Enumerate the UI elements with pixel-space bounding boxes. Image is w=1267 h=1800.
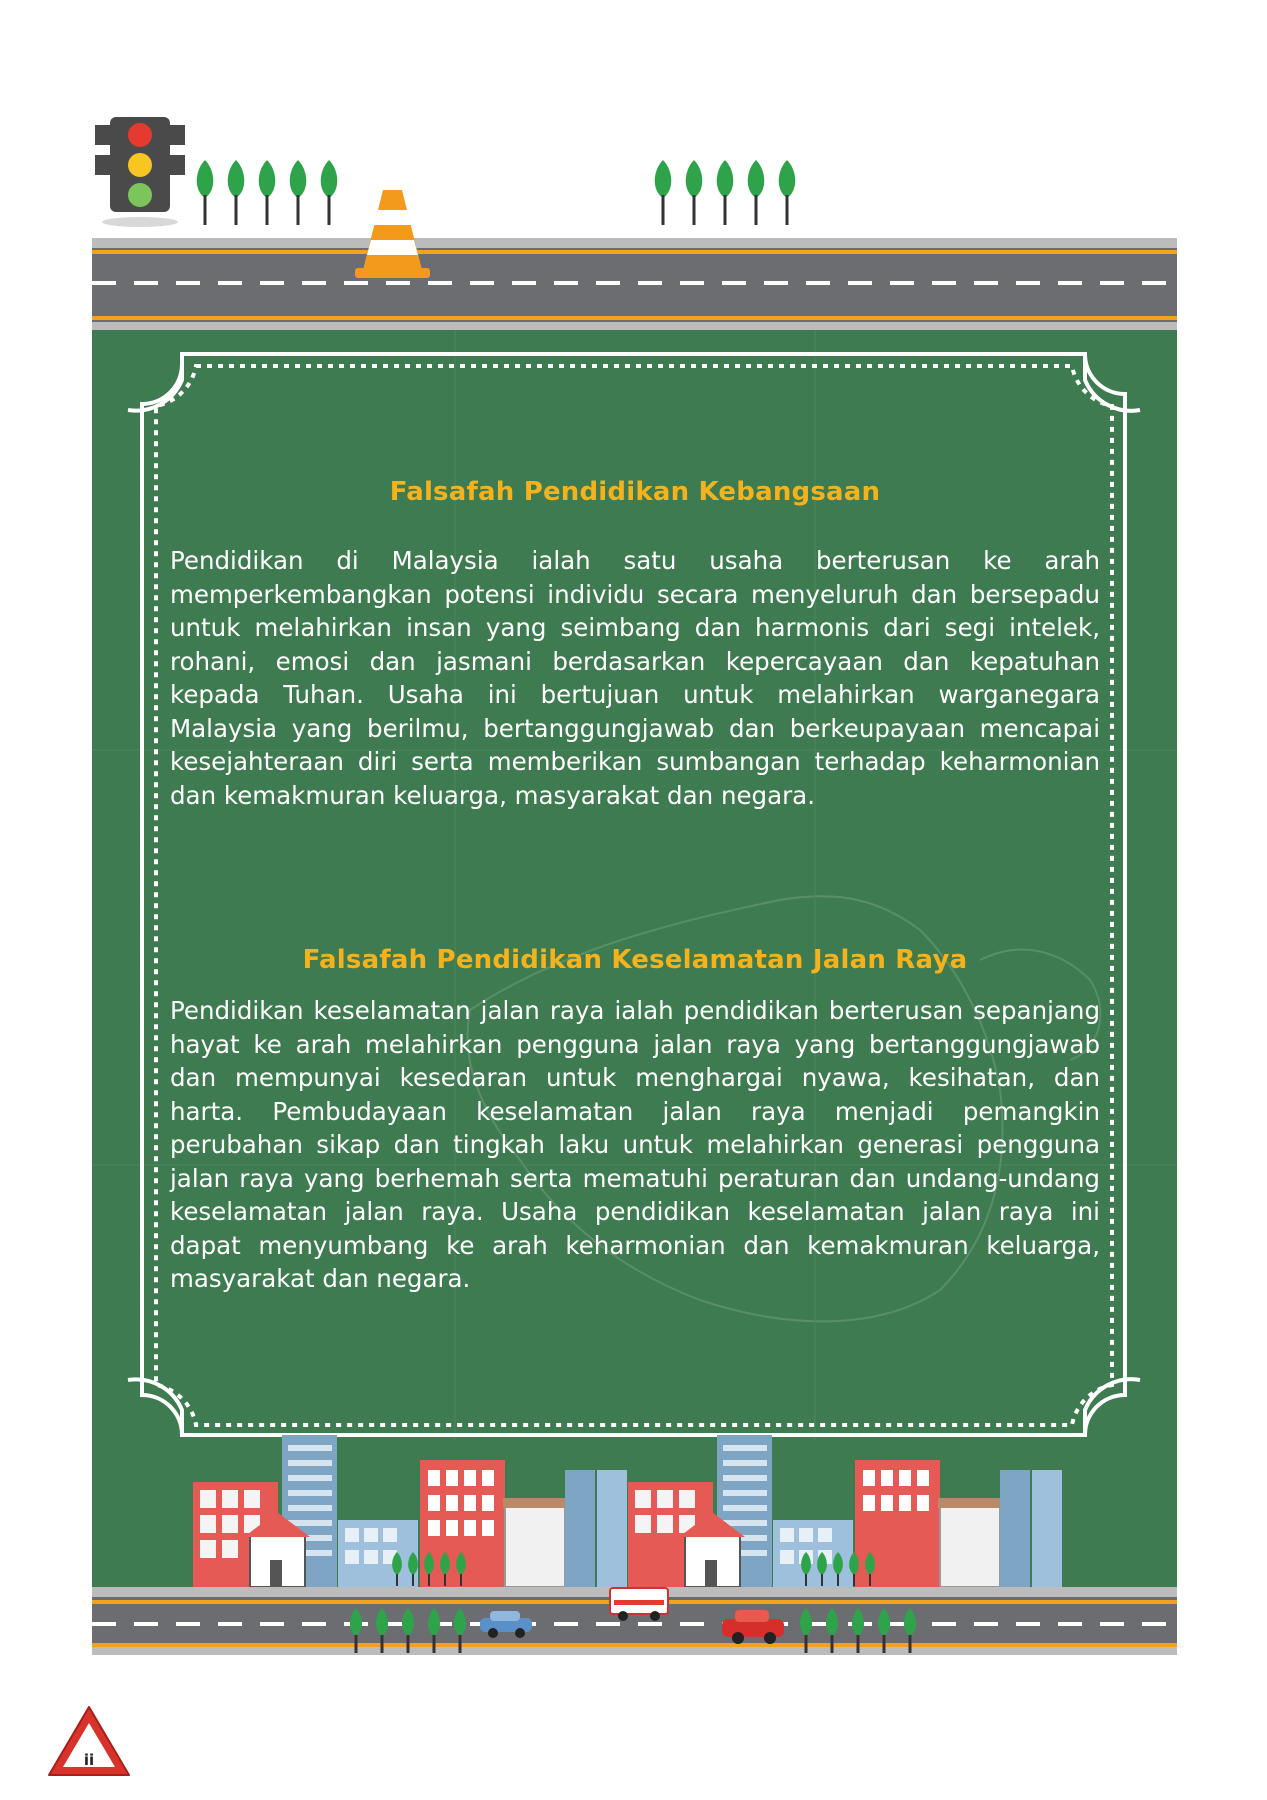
page-number: ii — [83, 1751, 95, 1769]
chalkboard-background — [92, 330, 1177, 1655]
traffic-cone-icon — [355, 190, 430, 278]
section-title-keselamatan-jalan-raya: Falsafah Pendidikan Keselamatan Jalan Raya — [302, 945, 968, 975]
tree-icon — [197, 160, 796, 225]
section-body-keselamatan-jalan-raya: Pendidikan keselamatan jalan raya ialah pendidikan berterusan sepanjang hayat ke arah melahirkan pengguna jalan raya yang bertanggungjawab dan mempunyai kesedaran untuk menghargai nyawa, kesihatan, dan harta. Pembudayaan keselamatan jalan raya menjadi pemangkin perubahan sikap dan tingkah laku untuk melahirkan generasi pengguna jalan raya yang berhemah serta mematuhi peraturan dan undang-undang keselamatan jalan raya. Usaha pendidikan keselamatan jalan raya ini dapat menyumbang ke arah keharmonian dan kemakmuran keluarga, masyarakat dan negara. — [170, 996, 1100, 1293]
section-body-kebangsaan: Pendidikan di Malaysia ialah satu usaha berterusan ke arah memperkembangkan potensi individu secara menyeluruh dan bersepadu untuk melahirkan insan yang seimbang dan harmonis dari segi intelek, rohani, emosi dan jasmani berdasarkan kepercayaan dan kepatuhan kepada Tuhan. Usaha ini bertujuan untuk melahirkan warganegara Malaysia yang berilmu, bertanggungjawab dan berkeupayaan mencapai kesejahteraan diri serta memberikan sumbangan terhadap keharmonian dan kemakmuran keluarga, masyarakat dan negara. — [170, 546, 1100, 810]
section-title-kebangsaan: Falsafah Pendidikan Kebangsaan — [389, 477, 881, 507]
page-number-badge — [45, 1703, 133, 1781]
top-road — [92, 238, 1177, 330]
warning-triangle-icon — [45, 1703, 133, 1781]
traffic-light-icon — [95, 117, 185, 227]
